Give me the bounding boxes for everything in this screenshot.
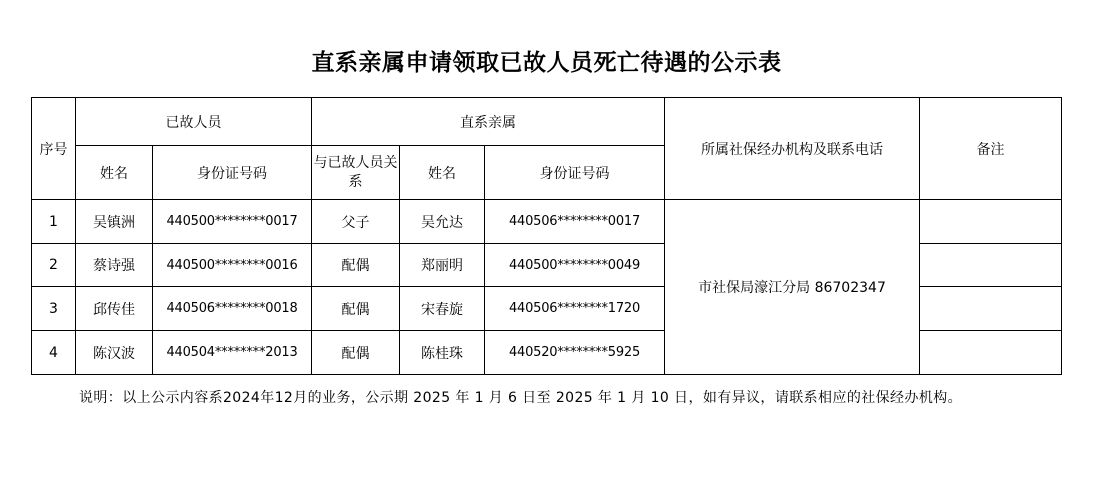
- agency-contact: 市社保局濠江分局 86702347: [665, 200, 920, 375]
- row-relation: 配偶: [312, 244, 400, 287]
- header-deceased-group: 已故人员: [76, 98, 312, 146]
- notice-table: [31, 97, 1062, 375]
- header-remark: 备注: [920, 98, 1062, 200]
- row-deceased-name: 蔡诗强: [76, 244, 153, 287]
- row-seq: 1: [32, 200, 76, 244]
- row-deceased-id: 440504********2013: [153, 331, 312, 375]
- row-relation: 父子: [312, 200, 400, 244]
- header-deceased-id: 身份证号码: [153, 146, 312, 200]
- header-agency: 所属社保经办机构及联系电话: [665, 98, 920, 200]
- footnote: 说明：以上公示内容系2024年12月的业务，公示期 2025 年 1 月 6 日至 2025 年 1 月 10 日，如有异议，请联系相应的社保经办机构。: [79, 390, 963, 406]
- row-remark: [920, 331, 1062, 375]
- row-remark: [920, 244, 1062, 287]
- row-deceased-name: 陈汉波: [76, 331, 153, 375]
- row-relative-id: 440500********0049: [485, 244, 665, 287]
- row-relative-id: 440520********5925: [485, 331, 665, 375]
- row-remark: [920, 200, 1062, 244]
- row-relative-id: 440506********0017: [485, 200, 665, 244]
- header-relative-id: 身份证号码: [485, 146, 665, 200]
- row-relation: 配偶: [312, 287, 400, 331]
- header-row-1: [32, 98, 1062, 146]
- header-relation: 与已故人员关系: [312, 146, 400, 200]
- row-seq: 2: [32, 244, 76, 287]
- header-relative-name: 姓名: [400, 146, 485, 200]
- row-relative-id: 440506********1720: [485, 287, 665, 331]
- row-relative-name: 郑丽明: [400, 244, 485, 287]
- row-deceased-id: 440506********0018: [153, 287, 312, 331]
- row-relative-name: 宋春旋: [400, 287, 485, 331]
- row-seq: 3: [32, 287, 76, 331]
- header-deceased-name: 姓名: [76, 146, 153, 200]
- table-row: [32, 200, 1062, 244]
- row-relative-name: 陈桂珠: [400, 331, 485, 375]
- row-deceased-name: 邱传佳: [76, 287, 153, 331]
- row-seq: 4: [32, 331, 76, 375]
- row-deceased-name: 吴镇洲: [76, 200, 153, 244]
- row-deceased-id: 440500********0016: [153, 244, 312, 287]
- header-relative-group: 直系亲属: [312, 98, 665, 146]
- page-title: 直系亲属申请领取已故人员死亡待遇的公示表: [311, 50, 782, 76]
- row-deceased-id: 440500********0017: [153, 200, 312, 244]
- row-relation: 配偶: [312, 331, 400, 375]
- header-seq: 序号: [32, 98, 76, 200]
- row-remark: [920, 287, 1062, 331]
- row-relative-name: 吴允达: [400, 200, 485, 244]
